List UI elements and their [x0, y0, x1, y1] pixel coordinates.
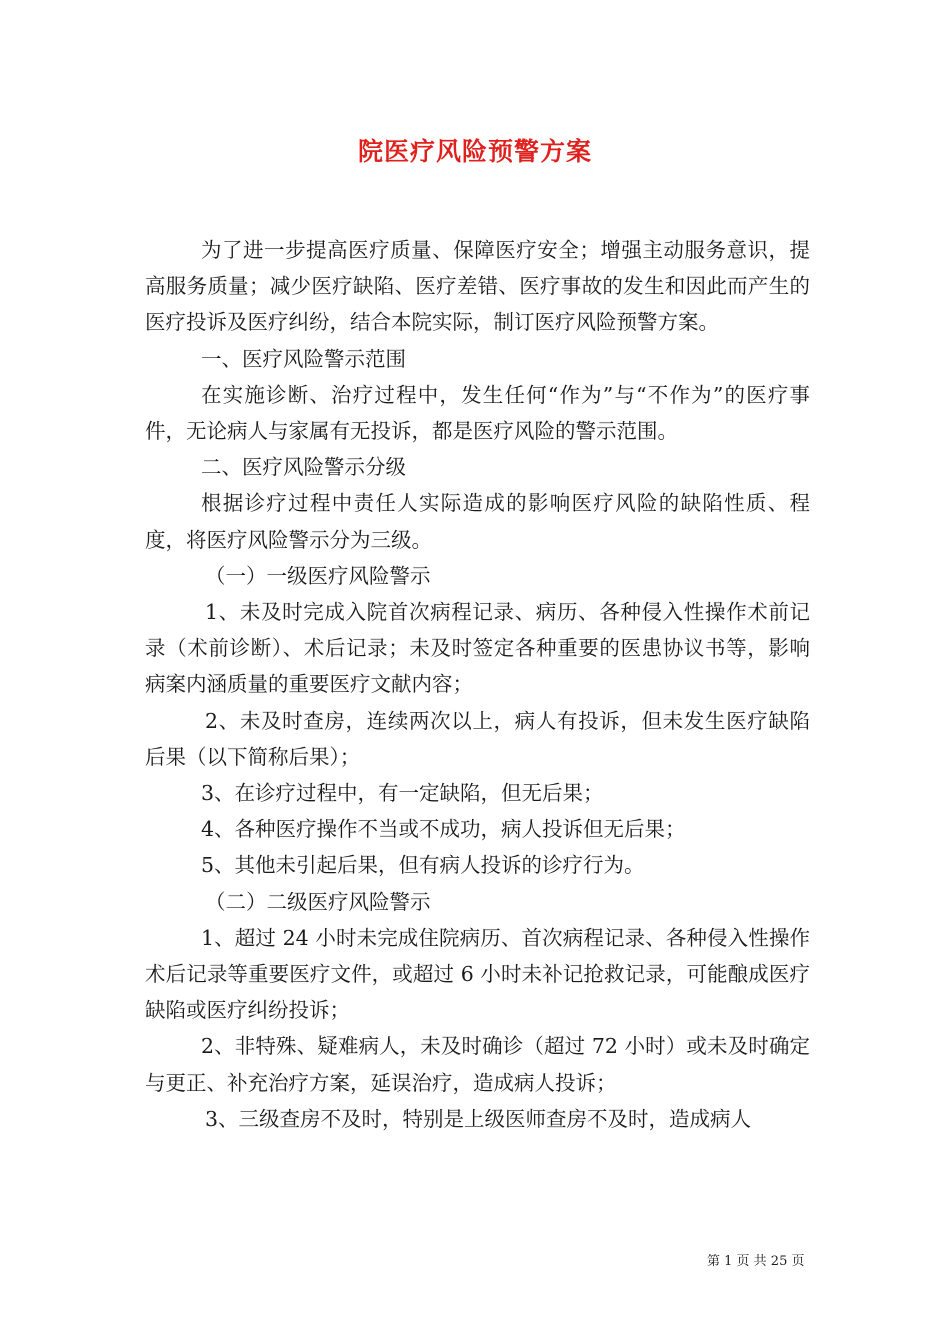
list-item-level1-5: 5、其他未引起后果，但有病人投诉的诊疗行为。 — [201, 853, 645, 878]
heading-section-2: 二、医疗风险警示分级 — [201, 455, 406, 480]
paragraph-intro: 为了进一步提高医疗质量、保障医疗安全；增强主动服务意识，提高服务质量；减少医疗缺陷、医疗差错、医疗事故的发生和因此而产生的医疗投诉及医疗纠纷，结合本院实际，制订医疗风险预警方案。 — [145, 238, 810, 335]
heading-level-2: （二）二级医疗风险警示 — [205, 889, 431, 914]
list-item-level2-2: 2、非特殊、疑难病人，未及时确诊（超过 72 小时）或未及时确定与更正、补充治疗方案，延误治疗，造成病人投诉； — [145, 1034, 810, 1095]
list-item-level1-3: 3、在诊疗过程中，有一定缺陷，但无后果； — [201, 781, 604, 806]
list-item-level2-1: 1、超过 24 小时未完成住院病历、首次病程记录、各种侵入性操作术后记录等重要医疗文件，或超过 6 小时未补记抢救记录，可能酿成医疗缺陷或医疗纠纷投诉； — [145, 925, 810, 1023]
heading-section-1: 一、医疗风险警示范围 — [201, 346, 406, 371]
document-body — [145, 232, 810, 1137]
list-item-level2-3: 3、三级查房不及时，特别是上级医师查房不及时，造成病人 — [205, 1106, 752, 1131]
paragraph-scope: 在实施诊断、治疗过程中，发生任何“作为”与“不作为”的医疗事件，无论病人与家属有无投诉，都是医疗风险的警示范围。 — [145, 382, 810, 444]
heading-level-1: （一）一级医疗风险警示 — [205, 563, 431, 588]
list-item-level1-4: 4、各种医疗操作不当或不成功，病人投诉但无后果； — [201, 817, 686, 842]
paragraph-levels: 根据诊疗过程中责任人实际造成的影响医疗风险的缺陷性质、程度，将医疗风险警示分为三级。 — [145, 491, 810, 552]
document-title: 院医疗风险预警方案 — [357, 137, 592, 166]
list-item-level1-2: 2、未及时查房，连续两次以上，病人有投诉，但未发生医疗缺陷后果（以下简称后果）； — [145, 708, 810, 769]
list-item-level1-1: 1、未及时完成入院首次病程记录、病历、各种侵入性操作术前记录（术前诊断）、术后记录；未及时签定各种重要的医患协议书等，影响病案内涵质量的重要医疗文献内容； — [145, 600, 810, 697]
page-number-footer: 第 1 页 共 25 页 — [707, 1254, 805, 1269]
